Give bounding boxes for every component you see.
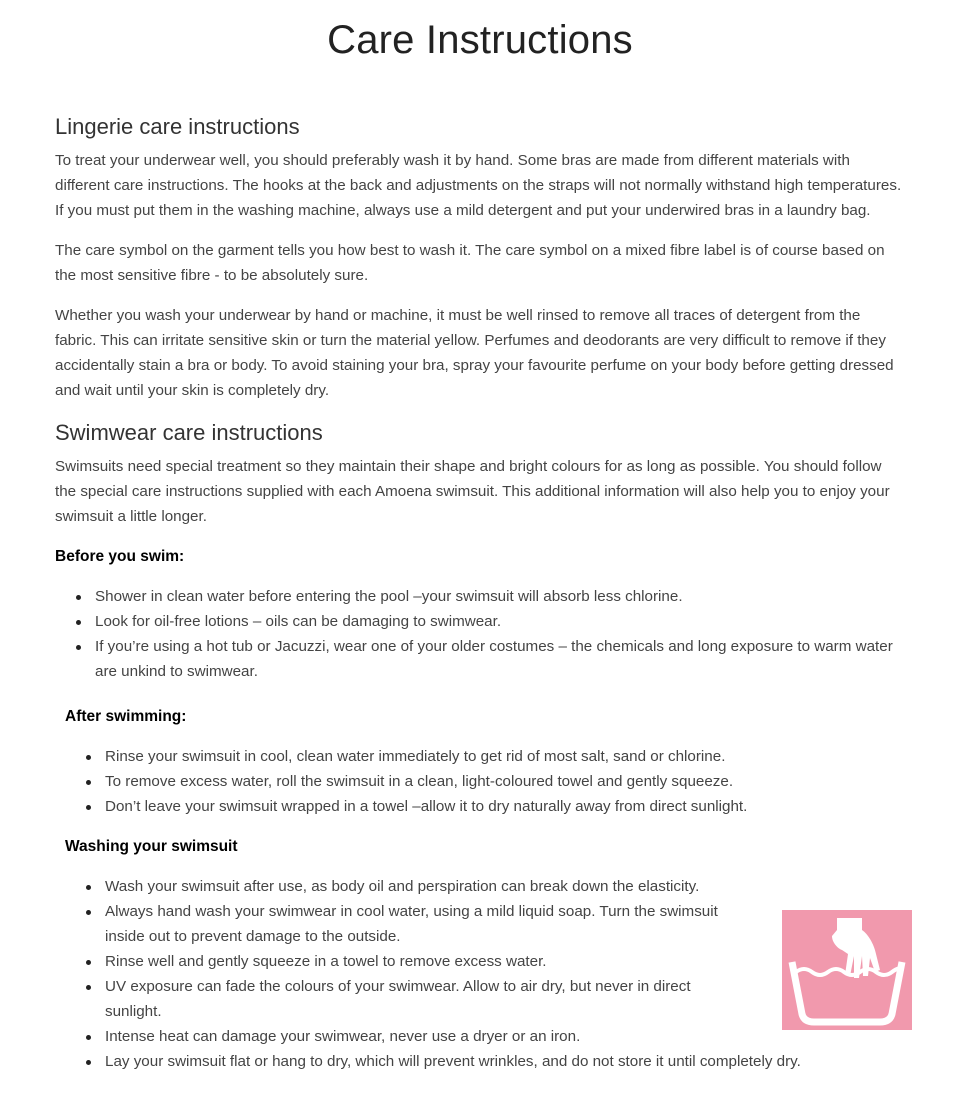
lingerie-paragraph: The care symbol on the garment tells you how best to wash it. The care symbol on a mixed fibre label is of course based on the most sensitive fibre - to be absolutely sure.: [55, 242, 885, 284]
list-item: Lay your swimsuit flat or hang to dry, which will prevent wrinkles, and do not store it until completely dry.: [65, 1049, 895, 1074]
washing-title: Washing your swimsuit: [65, 838, 238, 855]
swimwear-intro: Swimsuits need special treatment so they maintain their shape and bright colours for as long as possible. You should follow the special care instructions supplied with each Amoena swimsuit. This additional information will also help you to enjoy your swimsuit a little longer.: [55, 458, 890, 525]
list-item: Always hand wash your swimwear in cool water, using a mild liquid soap. Turn the swimsuit inside out to prevent damage to the outside.: [65, 899, 725, 949]
washing-list: [65, 874, 801, 1074]
list-item: Rinse your swimsuit in cool, clean water immediately to get rid of most salt, sand or chlorine.: [65, 744, 905, 769]
lingerie-paragraph: To treat your underwear well, you should preferably wash it by hand. Some bras are made from different materials with different care instructions. The hooks at the back and adjustments on the straps will not normally withstand high temperatures. If you must put them in the washing machine, always use a mild detergent and put your underwired bras in a laundry bag.: [55, 152, 902, 219]
before-swim-list: [55, 584, 905, 684]
list-item: Rinse well and gently squeeze in a towel to remove excess water.: [65, 949, 765, 974]
list-item: Wash your swimsuit after use, as body oil and perspiration can break down the elasticity.: [65, 874, 805, 899]
list-item: To remove excess water, roll the swimsuit in a clean, light-coloured towel and gently squeeze.: [65, 769, 905, 794]
lingerie-heading: Lingerie care instructions: [55, 114, 300, 139]
page-title: Care Instructions: [327, 18, 633, 62]
swimwear-section: [55, 418, 905, 1074]
list-item: Look for oil-free lotions – oils can be damaging to swimwear.: [55, 609, 905, 634]
list-item: Shower in clean water before entering the pool –your swimsuit will absorb less chlorine.: [55, 584, 905, 609]
lingerie-paragraph: Whether you wash your underwear by hand or machine, it must be well rinsed to remove all traces of detergent from the fabric. This can irritate sensitive skin or turn the material yellow. Perfumes and deodorants are very difficult to remove if they accidentally stain a bra or body. To avoid staining your bra, spray your favourite perfume on your body before getting dressed and wait until your skin is completely dry.: [55, 307, 894, 399]
hand-wash-icon: [782, 910, 912, 1030]
swimwear-heading: Swimwear care instructions: [55, 420, 323, 445]
lingerie-section: [55, 112, 905, 403]
list-item: Intense heat can damage your swimwear, never use a dryer or an iron.: [65, 1024, 765, 1049]
list-item: UV exposure can fade the colours of your swimwear. Allow to air dry, but never in direct sunlight.: [65, 974, 725, 1024]
before-swim-title: Before you swim:: [55, 548, 185, 565]
main-content: [55, 112, 905, 1074]
list-item: Don’t leave your swimsuit wrapped in a towel –allow it to dry naturally away from direct sunlight.: [65, 794, 905, 819]
after-swim-list: [65, 744, 905, 819]
after-swim-title: After swimming:: [65, 708, 187, 725]
list-item: If you’re using a hot tub or Jacuzzi, wear one of your older costumes – the chemicals and long exposure to warm water are unkind to swimwear.: [55, 634, 905, 684]
